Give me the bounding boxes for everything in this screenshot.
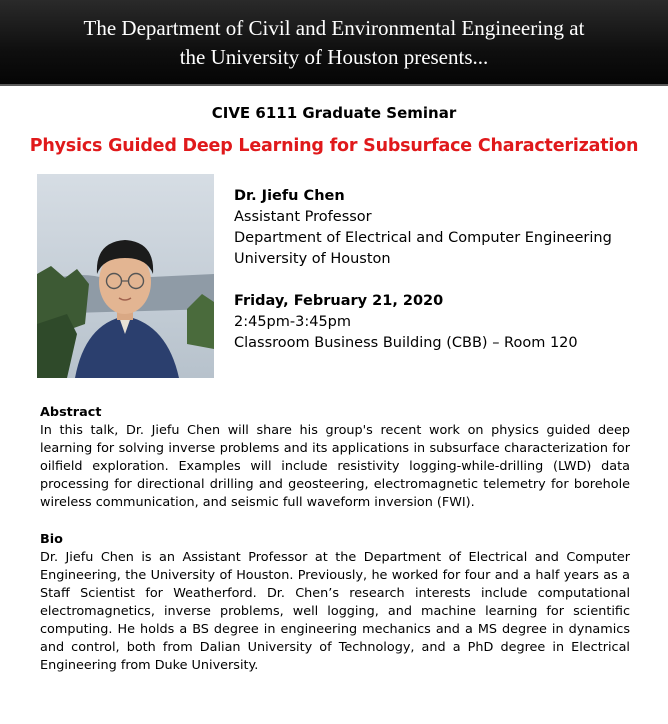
header-banner [0, 0, 668, 86]
event-location: Classroom Business Building (CBB) – Room 120 [234, 335, 578, 351]
speaker-department: Department of Electrical and Computer Engineering [234, 230, 612, 246]
speaker-portrait-image [37, 174, 214, 378]
speaker-position: Assistant Professor [234, 209, 372, 225]
speaker-info [234, 186, 654, 354]
event-date: Friday, February 21, 2020 [234, 293, 444, 309]
bio-heading: Bio [40, 532, 63, 547]
speaker-name: Dr. Jiefu Chen [234, 188, 345, 204]
speaker-photo [37, 174, 214, 378]
banner-line-2: the University of Houston presents... [179, 45, 489, 69]
abstract-section [40, 404, 630, 512]
bio-section [40, 531, 630, 675]
banner-line-1: The Department of Civil and Environmental Engineering at [83, 16, 585, 40]
event-time: 2:45pm-3:45pm [234, 314, 352, 330]
abstract-text: In this talk, Dr. Jiefu Chen will share his group's recent work on physics guided deep learning for solving inverse problems and its applications in subsurface characterization for oilfield exploration. Examples will include resistivity logging-while-drilling (LWD) data processing for directional drilling and geosteering, electromagnetic telemetry for borehole wireless communication, and seismic full waveform inversion (FWI). [40, 423, 630, 510]
seminar-subtitle: CIVE 6111 Graduate Seminar [211, 104, 457, 122]
bio-text: Dr. Jiefu Chen is an Assistant Professor at the Department of Electrical and Computer Engineering, the University of Houston. Previously, he worked for four and a half years as a Staff Scientist for Weatherford. Dr. Chen’s research interests include computational electromagnetics, inverse problems, well logging, and machine learning for scientific computing. He holds a BS degree in engineering mechanics and a MS degree in dynamics and control, both from Dalian University of Technology, and a PhD degree in Electrical Engineering from Duke University. [40, 550, 630, 673]
abstract-heading: Abstract [40, 405, 102, 420]
speaker-university: University of Houston [234, 251, 391, 267]
seminar-title: Physics Guided Deep Learning for Subsurface Characterization [29, 136, 639, 156]
